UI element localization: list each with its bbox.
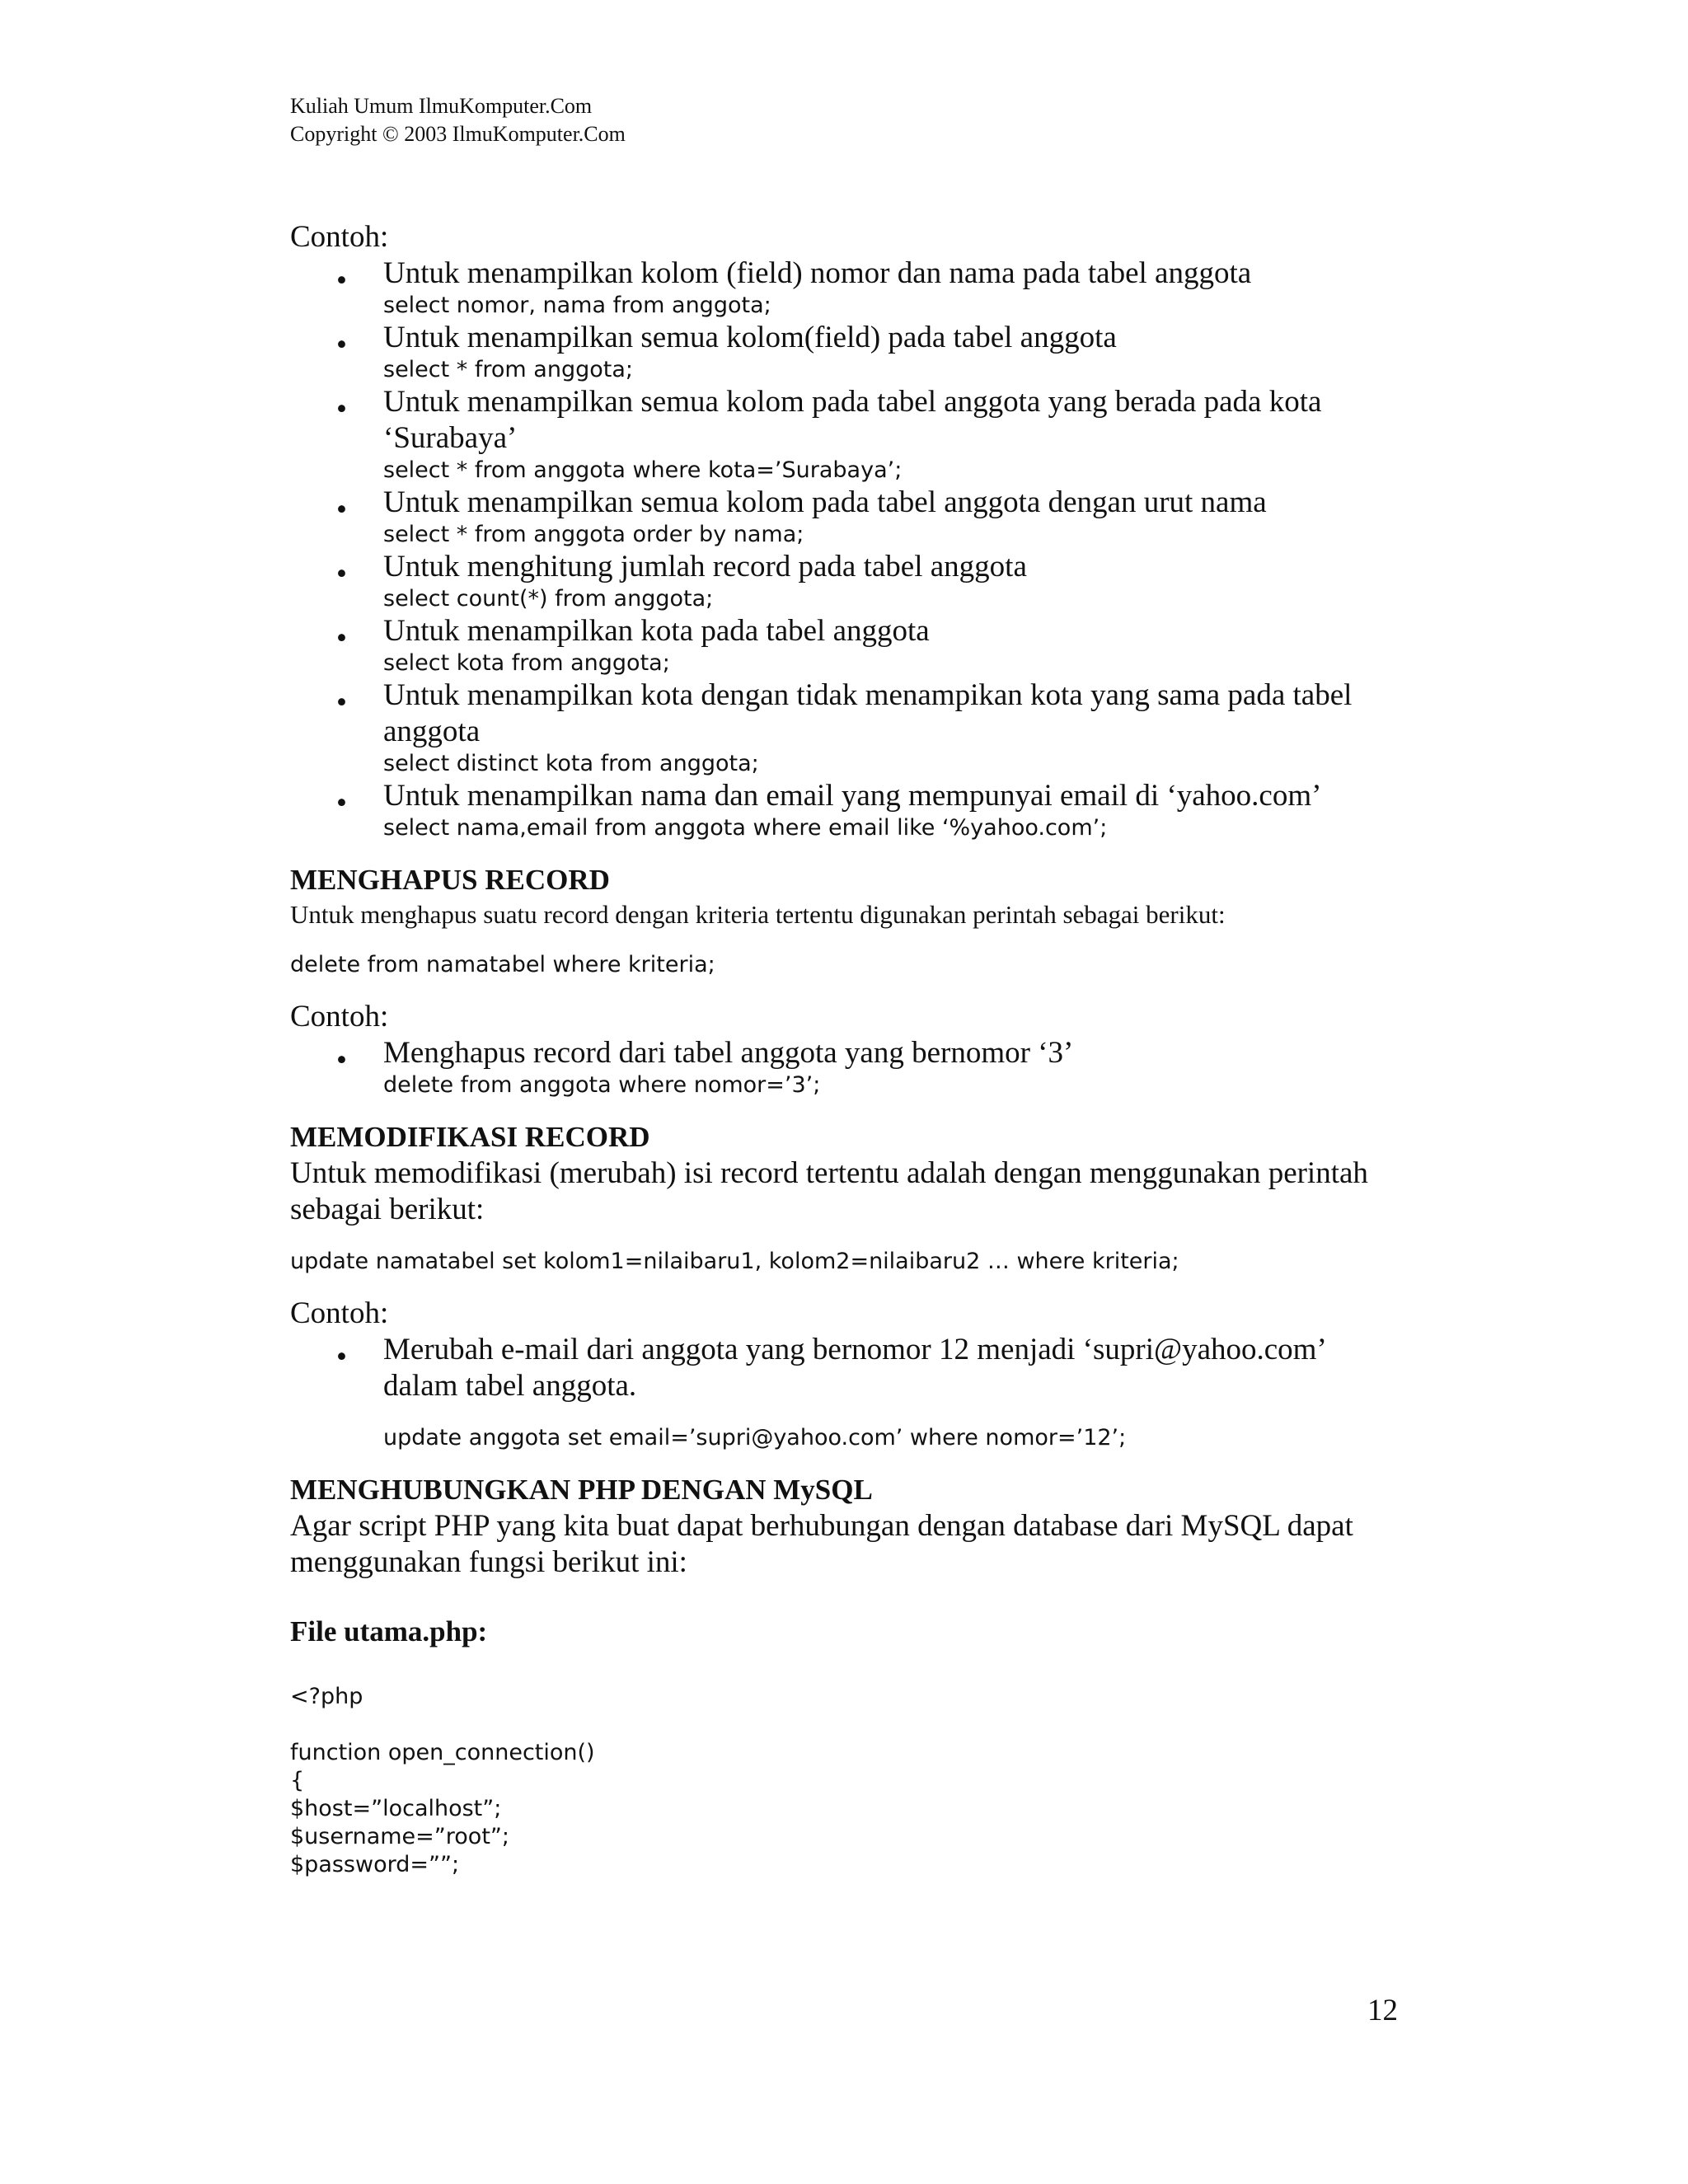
example-code: select count(*) from anggota;: [383, 586, 714, 612]
example-text: Untuk menampilkan semua kolom(field) pada tabel anggota: [383, 321, 1117, 354]
update-examples-list: [290, 1332, 1395, 1452]
example-text: Untuk menampilkan kota pada tabel anggota: [383, 614, 930, 648]
header-line-2: Copyright © 2003 IlmuKomputer.Com: [290, 122, 626, 146]
list-item: [290, 320, 1395, 384]
update-syntax: update namatabel set kolom1=nilaibaru1, kolom2=nilaibaru2 … where kriteria;: [290, 1249, 1179, 1274]
example-text: Untuk menghitung jumlah record pada tabel anggota: [383, 550, 1027, 583]
update-heading: MEMODIFIKASI RECORD: [290, 1121, 650, 1153]
select-example-label: Contoh:: [290, 220, 389, 254]
code-line: $host=”localhost”;: [290, 1796, 502, 1821]
delete-syntax: delete from namatabel where kriteria;: [290, 952, 715, 977]
example-text: Merubah e-mail dari anggota yang bernomor 12 menjadi ‘supri@yahoo.com’ dalam tabel anggota.: [383, 1333, 1325, 1403]
example-text: Untuk menampilkan semua kolom pada tabel anggota dengan urut nama: [383, 485, 1267, 519]
delete-example-label: Contoh:: [290, 1000, 389, 1033]
example-text: Untuk menampilkan nama dan email yang mempunyai email di ‘yahoo.com’: [383, 779, 1322, 813]
code-line: $username=”root”;: [290, 1824, 509, 1849]
page-number: 12: [1367, 1994, 1398, 2027]
example-text: Untuk menampilkan kolom (field) nomor dan nama pada tabel anggota: [383, 256, 1252, 290]
list-item: [290, 778, 1395, 842]
bullet-icon: •: [336, 328, 347, 362]
update-intro: Untuk memodifikasi (merubah) isi record tertentu adalah dengan menggunakan perintah sebagai berikut:: [290, 1156, 1368, 1226]
example-code: select distinct kota from anggota;: [383, 751, 759, 776]
code-line: $password=””;: [290, 1852, 460, 1877]
delete-heading: MENGHAPUS RECORD: [290, 864, 610, 896]
bullet-icon: •: [336, 621, 347, 655]
header-line-1: Kuliah Umum IlmuKomputer.Com: [290, 94, 593, 118]
code-line: [290, 1711, 1395, 1739]
connect-intro: Agar script PHP yang kita buat dapat berhubungan dengan database dari MySQL dapat menggunakan fungsi berikut ini:: [290, 1509, 1353, 1579]
page-header: [290, 92, 626, 148]
example-code: select * from anggota where kota=’Surabaya’;: [383, 457, 903, 483]
example-code: select nama,email from anggota where email like ‘%yahoo.com’;: [383, 815, 1108, 841]
example-code: select * from anggota;: [383, 357, 633, 382]
list-item: [290, 549, 1395, 613]
list-item: [290, 613, 1395, 677]
bullet-icon: •: [336, 1340, 347, 1374]
example-text: Untuk menampilkan kota dengan tidak menampikan kota yang sama pada tabel anggota: [383, 678, 1353, 748]
bullet-icon: •: [336, 786, 347, 820]
example-code: select kota from anggota;: [383, 650, 670, 676]
list-item: [290, 1332, 1395, 1452]
select-examples-list: [290, 255, 1395, 842]
connect-heading: MENGHUBUNGKAN PHP DENGAN MySQL: [290, 1474, 873, 1506]
delete-examples-list: [290, 1035, 1395, 1099]
example-code: update anggota set email=’supri@yahoo.com’ where nomor=’12’;: [383, 1425, 1127, 1451]
example-code: delete from anggota where nomor=’3’;: [383, 1072, 821, 1098]
code-line: {: [290, 1768, 305, 1793]
bullet-icon: •: [336, 557, 347, 591]
bullet-icon: •: [336, 493, 347, 527]
document-body: [290, 219, 1395, 1879]
update-example-label: Contoh:: [290, 1296, 389, 1330]
file-heading: File utama.php:: [290, 1615, 488, 1647]
list-item: [290, 485, 1395, 549]
code-line: <?php: [290, 1684, 363, 1709]
delete-intro: Untuk menghapus suatu record dengan kriteria tertentu digunakan perintah sebagai berikut:: [290, 900, 1226, 929]
bullet-icon: •: [336, 1043, 347, 1077]
list-item: [290, 384, 1395, 485]
list-item: [290, 1035, 1395, 1099]
php-code-block: [290, 1683, 1395, 1879]
bullet-icon: •: [336, 264, 347, 298]
example-text: Menghapus record dari tabel anggota yang bernomor ‘3’: [383, 1036, 1074, 1070]
example-code: select * from anggota order by nama;: [383, 522, 804, 547]
code-line: function open_connection(): [290, 1740, 595, 1765]
list-item: [290, 255, 1395, 320]
bullet-icon: •: [336, 392, 347, 426]
example-text: Untuk menampilkan semua kolom pada tabel anggota yang berada pada kota ‘Surabaya’: [383, 385, 1322, 455]
example-code: select nomor, nama from anggota;: [383, 293, 771, 318]
list-item: [290, 677, 1395, 778]
bullet-icon: •: [336, 686, 347, 719]
